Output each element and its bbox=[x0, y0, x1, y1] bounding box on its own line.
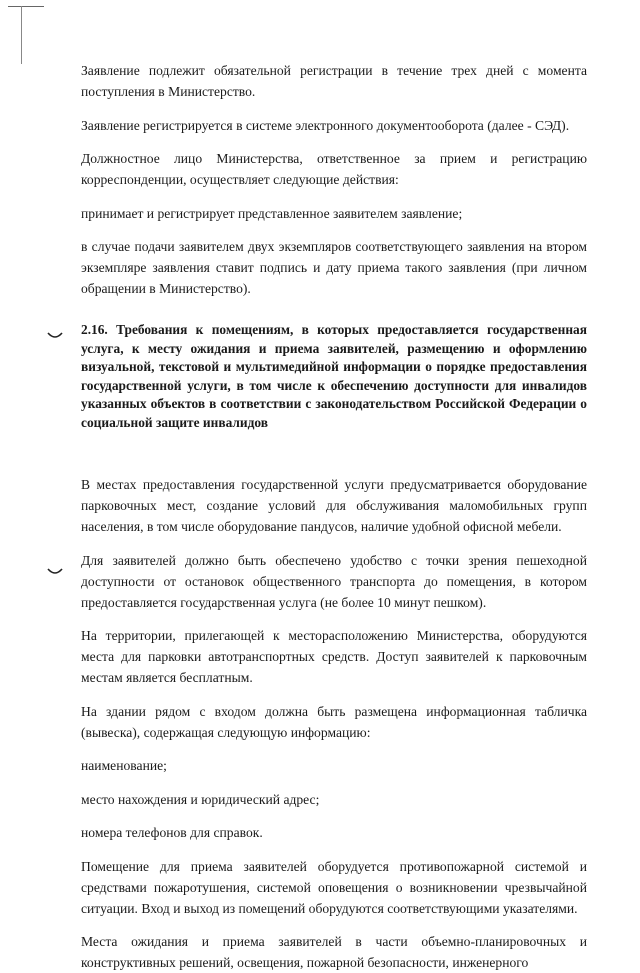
paragraph: На здании рядом с входом должна быть размещена информационная табличка (вывеска), содержащая следующую информацию: bbox=[81, 703, 587, 740]
list-item: место нахождения и юридический адрес; bbox=[81, 791, 320, 807]
paragraph: Помещение для приема заявителей оборудуется противопожарной системой и средствами пожаротушения, системой оповещения о возникновении чрезвычайной ситуации. Вход и выход из помещений оборудуются соответствующими указателями. bbox=[81, 858, 587, 916]
paragraph: На территории, прилегающей к месторасположению Министерства, оборудуются места для парковки автотранспортных средств. Доступ заявителей к парковочным местам является бесплатным. bbox=[81, 628, 587, 685]
punch-hole-mark-icon bbox=[47, 568, 63, 576]
paragraph: Для заявителей должно быть обеспечено удобство с точки зрения пешеходной доступности от остановок общественного транспорта до помещения, в котором предоставляется государственная услуга (не более 10 минут пешком). bbox=[81, 552, 587, 610]
paragraph: Места ожидания и приема заявителей в части объемно-планировочных и конструктивных решений, освещения, пожарной безопасности, инженерного bbox=[81, 934, 587, 970]
paragraph: Заявление подлежит обязательной регистрации в течение трех дней с момента поступления в Министерство. bbox=[81, 63, 587, 99]
scan-edge-mark-left bbox=[21, 6, 22, 64]
paragraph: Заявление регистрируется в системе электронного документооборота (далее - СЭД). bbox=[81, 117, 570, 133]
list-item: наименование; bbox=[81, 758, 167, 773]
section-heading: 2.16. Требования к помещениям, в которых предоставляется государственная услуга, к месту ожидания и приема заявителей, размещению и оформлению визуальной, текстовой и мультимедийной информации о порядке предоставления государственной услуги, в том числе к обеспечению доступности для инвалидов указанных объектов в соответствии с законодательством Российской Федерации о социальной защите инвалидов bbox=[81, 322, 587, 430]
paragraph: Должностное лицо Министерства, ответственное за прием и регистрацию корреспонденции, осуществляет следующие действия: bbox=[81, 151, 587, 187]
paragraph: в случае подачи заявителем двух экземпляров соответствующего заявления на втором экземпляре заявления ставит подпись и дату приема такого заявления (при личном обращении в Министерство). bbox=[81, 239, 587, 296]
list-item: номера телефонов для справок. bbox=[81, 825, 263, 840]
punch-hole-mark-icon bbox=[47, 332, 63, 340]
document-body bbox=[81, 60, 587, 973]
paragraph: принимает и регистрирует представленное заявителем заявление; bbox=[81, 205, 463, 221]
paragraph: В местах предоставления государственной услуги предусматривается оборудование парковочных мест, создание условий для обслуживания маломобильных групп населения, в том числе оборудование пандусов, наличие удобной офисной мебели. bbox=[81, 477, 587, 534]
scan-edge-mark-top bbox=[8, 6, 44, 7]
